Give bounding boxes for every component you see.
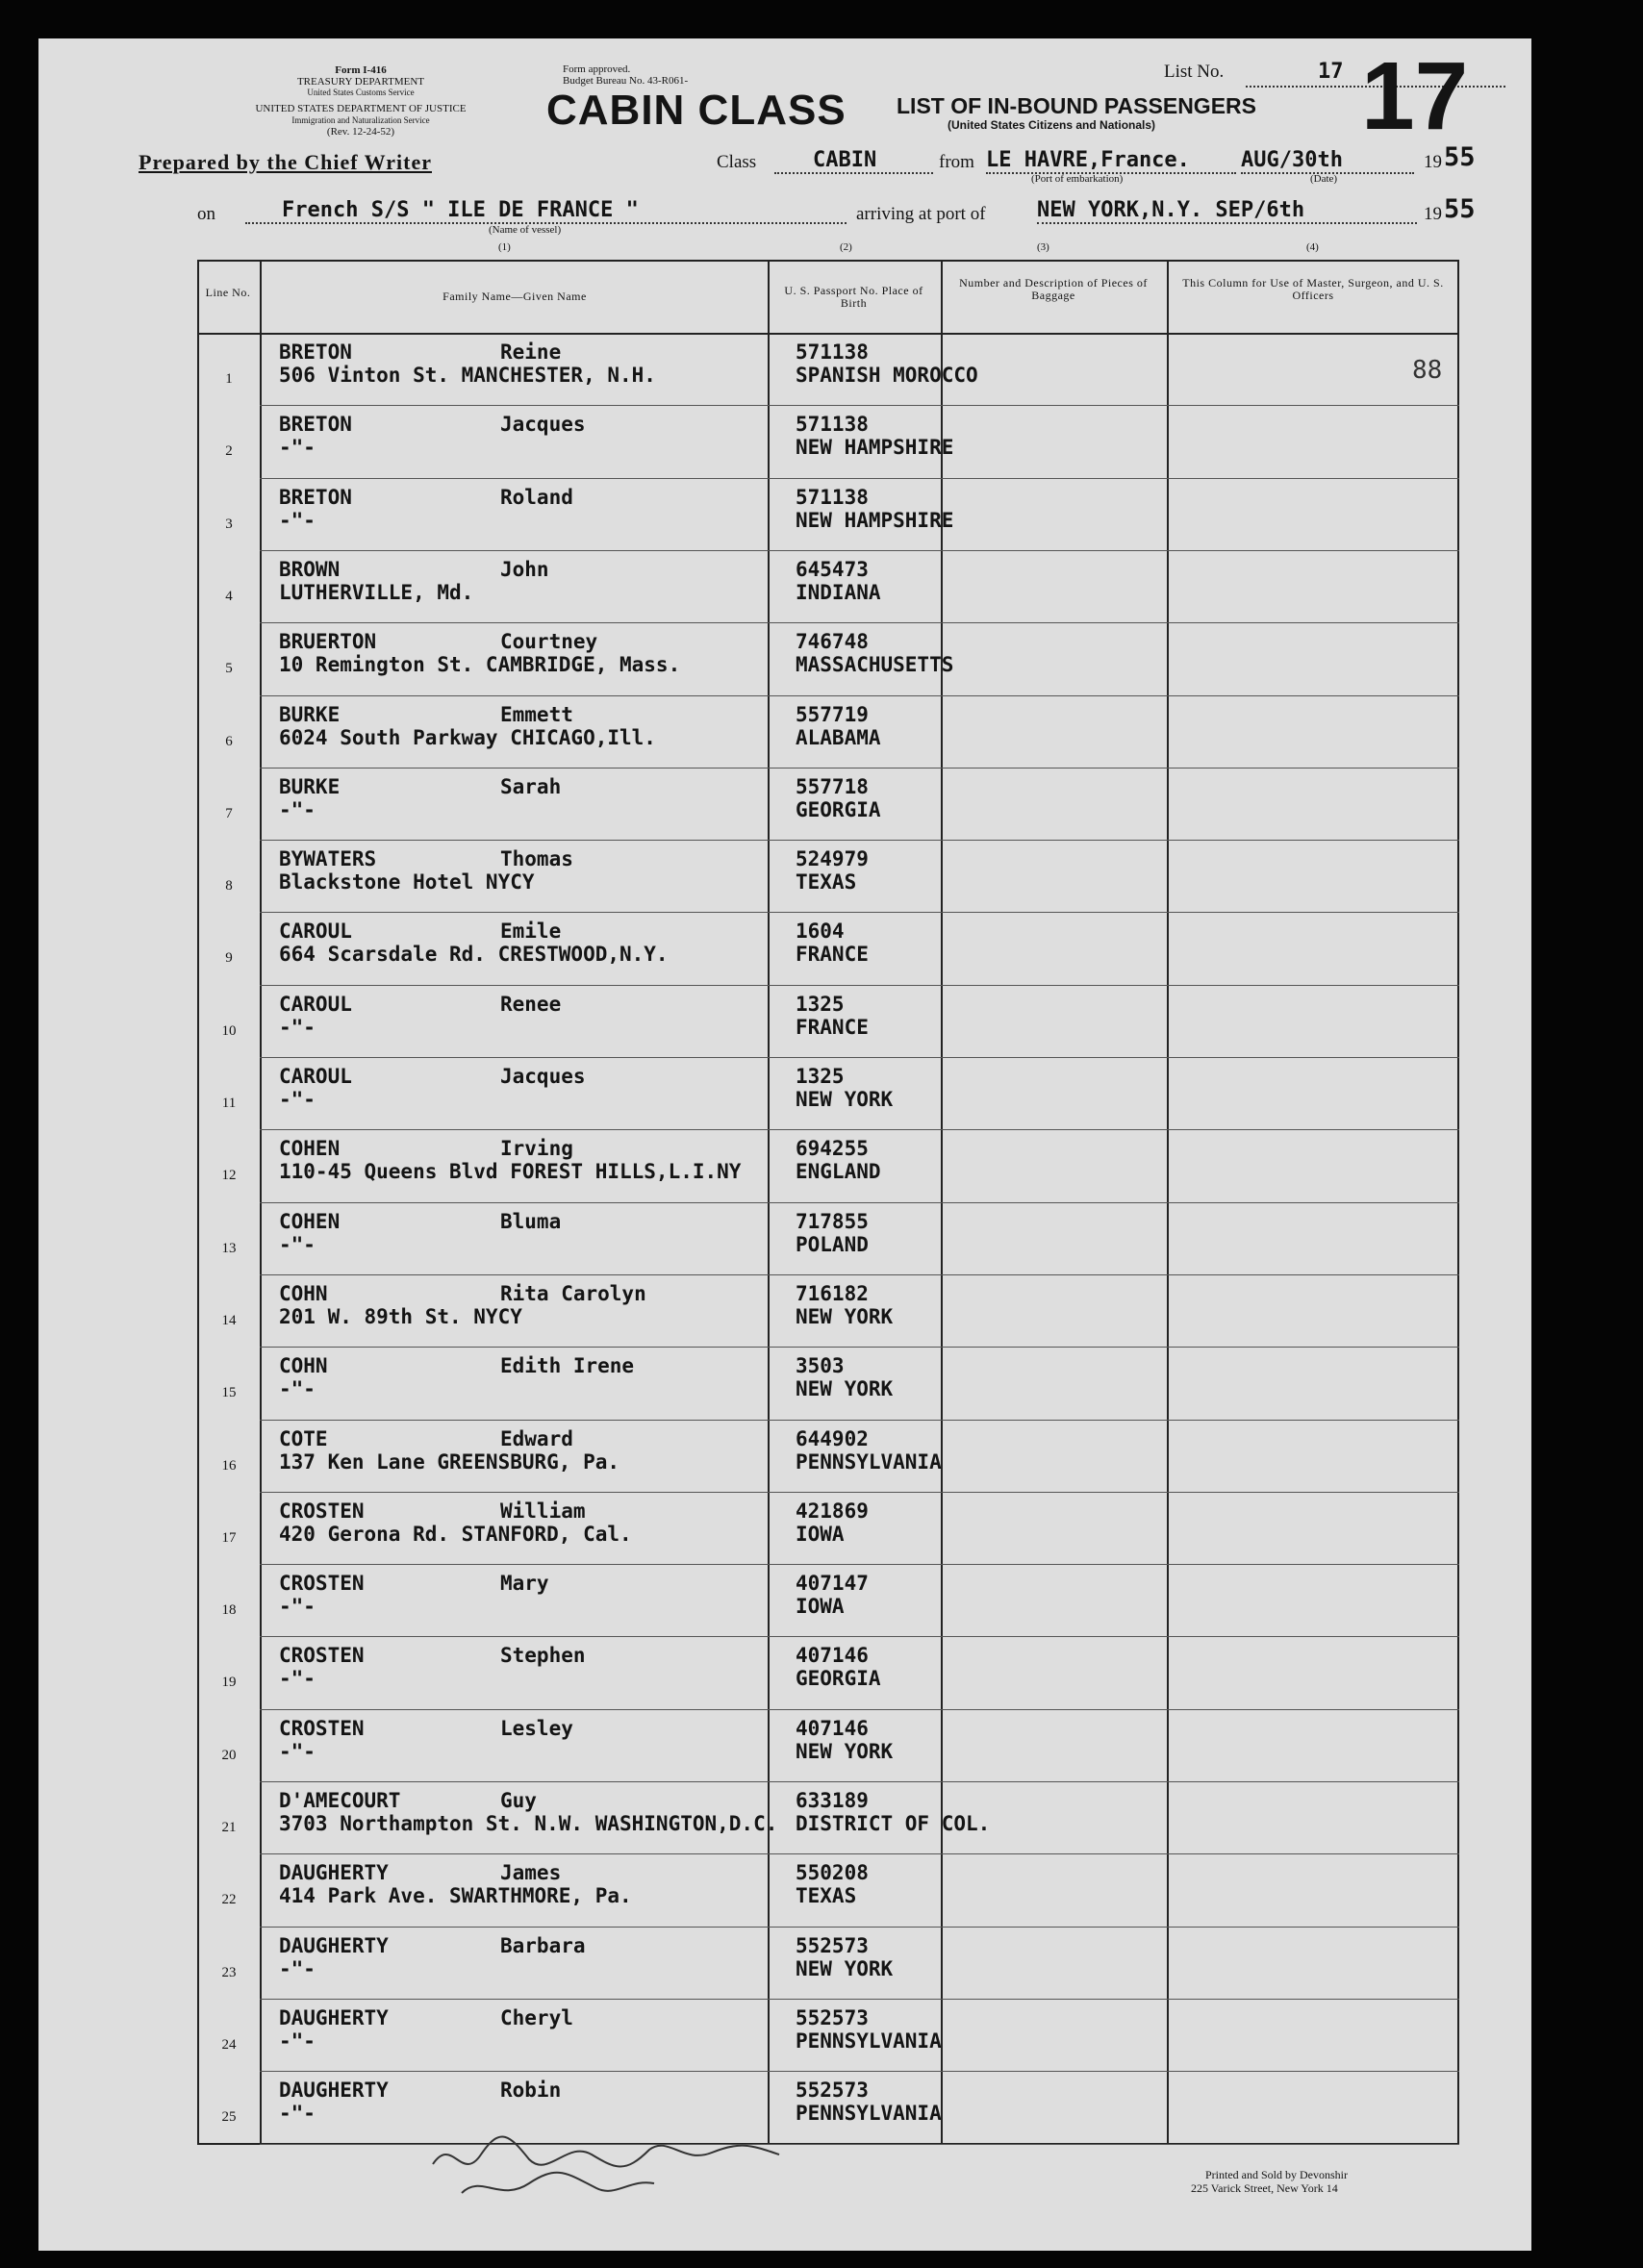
table-row-rule (260, 912, 1459, 913)
table-row-rule (260, 1057, 1459, 1058)
address: -"- (279, 1667, 316, 1690)
table-row-rule (260, 1202, 1459, 1203)
place-of-birth: GEORGIA (796, 1667, 881, 1690)
address: -"- (279, 1377, 316, 1400)
passport-number: 552573 (796, 1934, 869, 1957)
address: 414 Park Ave. SWARTHMORE, Pa. (279, 1884, 632, 1907)
address: Blackstone Hotel NYCY (279, 870, 535, 894)
given-name: Cheryl (500, 2006, 573, 2029)
family-name: CROSTEN (279, 1644, 365, 1667)
place-of-birth: IOWA (796, 1595, 845, 1618)
place-of-birth: TEXAS (796, 870, 857, 894)
place-of-birth: NEW YORK (796, 1740, 894, 1763)
passport-number: 1325 (796, 993, 845, 1016)
address: -"- (279, 1740, 316, 1763)
form-number: Form I-416 (335, 64, 387, 76)
passport-number: 407146 (796, 1644, 869, 1667)
line-number: 23 (221, 1965, 237, 1980)
family-name: DAUGHERTY (279, 2079, 389, 2102)
list-subtitle: (United States Citizens and Nationals) (948, 118, 1156, 132)
given-name: Renee (500, 993, 562, 1016)
address: 3703 Northampton St. N.W. WASHINGTON,D.C. (279, 1812, 778, 1835)
given-name: Reine (500, 340, 562, 364)
address: -"- (279, 2102, 316, 2125)
place-of-birth: MASSACHUSETTS (796, 653, 954, 676)
line-number: 9 (225, 950, 233, 966)
address: 201 W. 89th St. NYCY (279, 1305, 522, 1328)
table-row-rule (260, 1636, 1459, 1637)
family-name: DAUGHERTY (279, 1934, 389, 1957)
printer-line-1: Printed and Sold by Devonshir (1205, 2168, 1348, 2181)
table-row-rule (260, 2071, 1459, 2072)
address: -"- (279, 798, 316, 821)
line-number: 11 (221, 1096, 237, 1111)
address: -"- (279, 1957, 316, 1980)
address: -"- (279, 436, 316, 459)
line-number: 7 (225, 806, 233, 821)
place-of-birth: NEW YORK (796, 1957, 894, 1980)
passport-number: 421869 (796, 1499, 869, 1523)
table-row-rule (260, 1347, 1459, 1348)
year-prefix-2: 19 (1424, 204, 1442, 224)
family-name: DAUGHERTY (279, 2006, 389, 2029)
family-name: CAROUL (279, 920, 352, 943)
address: 6024 South Parkway CHICAGO,Ill. (279, 726, 656, 749)
table-row-rule (260, 405, 1459, 406)
passport-number: 571138 (796, 486, 869, 509)
line-number: 24 (221, 2037, 237, 2053)
header-officers: This Column for Use of Master, Surgeon, and U. S. Officers (1182, 276, 1444, 302)
family-name: BRETON (279, 413, 352, 436)
passport-number: 3503 (796, 1354, 845, 1377)
list-no-label: List No. (1164, 62, 1225, 82)
customs-service: United States Customs Service (307, 88, 415, 97)
table-row-rule (260, 550, 1459, 551)
place-of-birth: NEW YORK (796, 1088, 894, 1111)
from-label: from (939, 152, 974, 172)
family-name: D'AMECOURT (279, 1789, 401, 1812)
on-label: on (197, 204, 215, 224)
printer-line-2: 225 Varick Street, New York 14 (1191, 2181, 1338, 2195)
place-of-birth: IOWA (796, 1523, 845, 1546)
given-name: Irving (500, 1137, 573, 1160)
list-title: LIST OF IN-BOUND PASSENGERS (897, 93, 1256, 118)
given-name: Sarah (500, 775, 562, 798)
given-name: James (500, 1861, 562, 1884)
table-row-rule (260, 1129, 1459, 1130)
officer-annotation: 88 (1412, 356, 1443, 385)
vessel-name: French S/S " ILE DE FRANCE " (245, 198, 847, 224)
given-name: Thomas (500, 847, 573, 870)
passport-number: 552573 (796, 2079, 869, 2102)
given-name: William (500, 1499, 586, 1523)
family-name: BURKE (279, 703, 341, 726)
place-of-birth: FRANCE (796, 943, 869, 966)
address: -"- (279, 1233, 316, 1256)
line-number: 25 (221, 2109, 237, 2125)
line-number: 2 (225, 443, 233, 459)
sailing-date: AUG/30th (1241, 148, 1414, 174)
line-number: 21 (221, 1820, 237, 1835)
given-name: John (500, 558, 549, 581)
table-row-rule (260, 1781, 1459, 1782)
line-number: 12 (221, 1168, 237, 1183)
line-number: 1 (225, 371, 233, 387)
line-number: 6 (225, 734, 233, 749)
place-of-birth: GEORGIA (796, 798, 881, 821)
address: -"- (279, 1595, 316, 1618)
passport-number: 716182 (796, 1282, 869, 1305)
table-row-rule (260, 1999, 1459, 2000)
ins-service: Immigration and Naturalization Service (291, 115, 430, 125)
address: 664 Scarsdale Rd. CRESTWOOD,N.Y. (279, 943, 669, 966)
given-name: Edward (500, 1427, 573, 1450)
family-name: DAUGHERTY (279, 1861, 389, 1884)
table-row-rule (260, 1564, 1459, 1565)
address: 506 Vinton St. MANCHESTER, N.H. (279, 364, 656, 387)
line-number: 8 (225, 878, 233, 894)
passport-number: 571138 (796, 413, 869, 436)
place-of-birth: NEW YORK (796, 1305, 894, 1328)
family-name: BRUERTON (279, 630, 377, 653)
header-passport: U. S. Passport No. Place of Birth (784, 284, 923, 310)
table-row-rule (260, 840, 1459, 841)
vessel-caption: (Name of vessel) (489, 224, 562, 236)
family-name: COHN (279, 1282, 328, 1305)
manifest-sheet (38, 38, 1531, 2251)
table-row-rule (260, 1420, 1459, 1421)
address: -"- (279, 1088, 316, 1111)
passport-number: 645473 (796, 558, 869, 581)
table-row-rule (260, 1492, 1459, 1493)
cabin-class-stamp: CABIN CLASS (546, 87, 847, 134)
justice-dept: UNITED STATES DEPARTMENT OF JUSTICE (255, 103, 467, 114)
given-name: Jacques (500, 1065, 586, 1088)
passport-number: 694255 (796, 1137, 869, 1160)
table-row-rule (260, 1274, 1459, 1275)
passport-number: 550208 (796, 1861, 869, 1884)
treasury-dept: TREASURY DEPARTMENT (296, 76, 425, 88)
form-revision: (Rev. 12-24-52) (326, 126, 395, 138)
given-name: Emmett (500, 703, 573, 726)
col-number-2: (2) (840, 241, 852, 253)
header-family-name: Family Name—Given Name (442, 290, 587, 303)
header-line-no: Line No. (205, 286, 251, 299)
port-embark-caption: (Port of embarkation) (1031, 173, 1124, 185)
address: 137 Ken Lane GREENSBURG, Pa. (279, 1450, 620, 1474)
passport-number: 644902 (796, 1427, 869, 1450)
family-name: BURKE (279, 775, 341, 798)
col-number-1: (1) (498, 241, 511, 253)
address: -"- (279, 509, 316, 532)
from-value: LE HAVRE,France. (986, 148, 1236, 174)
given-name: Roland (500, 486, 573, 509)
passport-number: 1325 (796, 1065, 845, 1088)
passport-number: 407146 (796, 1717, 869, 1740)
family-name: COHEN (279, 1210, 341, 1233)
line-number: 19 (221, 1675, 237, 1690)
given-name: Robin (500, 2079, 562, 2102)
header-baggage: Number and Description of Pieces of Baggage (959, 276, 1148, 302)
family-name: BROWN (279, 558, 341, 581)
given-name: Guy (500, 1789, 537, 1812)
class-label: Class (717, 152, 757, 172)
passport-number: 571138 (796, 340, 869, 364)
passport-number: 1604 (796, 920, 845, 943)
given-name: Rita Carolyn (500, 1282, 646, 1305)
place-of-birth: PENNSYLVANIA (796, 1450, 942, 1474)
col-number-3: (3) (1037, 241, 1049, 253)
table-row-rule (260, 1927, 1459, 1928)
place-of-birth: ENGLAND (796, 1160, 881, 1183)
passport-number: 407147 (796, 1572, 869, 1595)
table-row-rule (260, 768, 1459, 769)
passport-number: 552573 (796, 2006, 869, 2029)
line-number: 22 (221, 1892, 237, 1907)
family-name: CAROUL (279, 993, 352, 1016)
arrival-port-date: NEW YORK,N.Y. SEP/6th (1037, 198, 1417, 224)
family-name: CROSTEN (279, 1499, 365, 1523)
signature (423, 2126, 827, 2212)
place-of-birth: POLAND (796, 1233, 869, 1256)
place-of-birth: PENNSYLVANIA (796, 2102, 942, 2125)
line-number: 3 (225, 517, 233, 532)
family-name: COHEN (279, 1137, 341, 1160)
year-value-1: 55 (1444, 142, 1476, 172)
line-number: 18 (221, 1602, 237, 1618)
line-number: 16 (221, 1458, 237, 1474)
family-name: BRETON (279, 340, 352, 364)
given-name: Jacques (500, 413, 586, 436)
place-of-birth: SPANISH MOROCCO (796, 364, 978, 387)
table-row-rule (260, 622, 1459, 623)
line-number: 20 (221, 1748, 237, 1763)
passport-number: 557718 (796, 775, 869, 798)
place-of-birth: ALABAMA (796, 726, 881, 749)
given-name: Edith Irene (500, 1354, 635, 1377)
arriving-label: arriving at port of (856, 204, 986, 224)
address: 420 Gerona Rd. STANFORD, Cal. (279, 1523, 632, 1546)
prepared-by: Prepared by the Chief Writer (139, 150, 432, 174)
family-name: CAROUL (279, 1065, 352, 1088)
table-row-rule (260, 1853, 1459, 1854)
line-number: 17 (221, 1530, 237, 1546)
budget-bureau: Budget Bureau No. 43-R061- (563, 75, 689, 87)
passport-number: 746748 (796, 630, 869, 653)
form-approved: Form approved. (563, 63, 631, 75)
place-of-birth: NEW HAMPSHIRE (796, 509, 954, 532)
given-name: Emile (500, 920, 562, 943)
given-name: Courtney (500, 630, 598, 653)
class-value: CABIN (774, 148, 933, 174)
date-caption: (Date) (1310, 173, 1338, 185)
place-of-birth: NEW YORK (796, 1377, 894, 1400)
line-number: 10 (221, 1023, 237, 1039)
family-name: COTE (279, 1427, 328, 1450)
table-row-rule (260, 695, 1459, 696)
address: LUTHERVILLE, Md. (279, 581, 474, 604)
table-row-rule (260, 985, 1459, 986)
year-value-2: 55 (1444, 194, 1476, 224)
place-of-birth: INDIANA (796, 581, 881, 604)
place-of-birth: TEXAS (796, 1884, 857, 1907)
address: -"- (279, 2029, 316, 2053)
given-name: Stephen (500, 1644, 586, 1667)
passport-number: 557719 (796, 703, 869, 726)
passport-number: 633189 (796, 1789, 869, 1812)
line-number: 14 (221, 1313, 237, 1328)
line-number: 15 (221, 1385, 237, 1400)
col-number-4: (4) (1306, 241, 1319, 253)
passport-number: 524979 (796, 847, 869, 870)
place-of-birth: NEW HAMPSHIRE (796, 436, 954, 459)
table-row-rule (260, 1709, 1459, 1710)
address: -"- (279, 1016, 316, 1039)
given-name: Barbara (500, 1934, 586, 1957)
given-name: Bluma (500, 1210, 562, 1233)
family-name: BRETON (279, 486, 352, 509)
place-of-birth: DISTRICT OF COL. (796, 1812, 991, 1835)
table-row-rule (260, 478, 1459, 479)
given-name: Mary (500, 1572, 549, 1595)
address: 10 Remington St. CAMBRIDGE, Mass. (279, 653, 681, 676)
passport-number: 717855 (796, 1210, 869, 1233)
line-number: 4 (225, 589, 233, 604)
list-no-value: 17 (1318, 60, 1344, 84)
family-name: BYWATERS (279, 847, 377, 870)
line-number: 5 (225, 661, 233, 676)
family-name: COHN (279, 1354, 328, 1377)
address: 110-45 Queens Blvd FOREST HILLS,L.I.NY (279, 1160, 742, 1183)
line-number: 13 (221, 1241, 237, 1256)
place-of-birth: PENNSYLVANIA (796, 2029, 942, 2053)
family-name: CROSTEN (279, 1572, 365, 1595)
given-name: Lesley (500, 1717, 573, 1740)
family-name: CROSTEN (279, 1717, 365, 1740)
header-bottom-rule (197, 333, 1459, 335)
year-prefix-1: 19 (1424, 152, 1442, 172)
list-no-stamp: 17 (1361, 42, 1469, 150)
place-of-birth: FRANCE (796, 1016, 869, 1039)
